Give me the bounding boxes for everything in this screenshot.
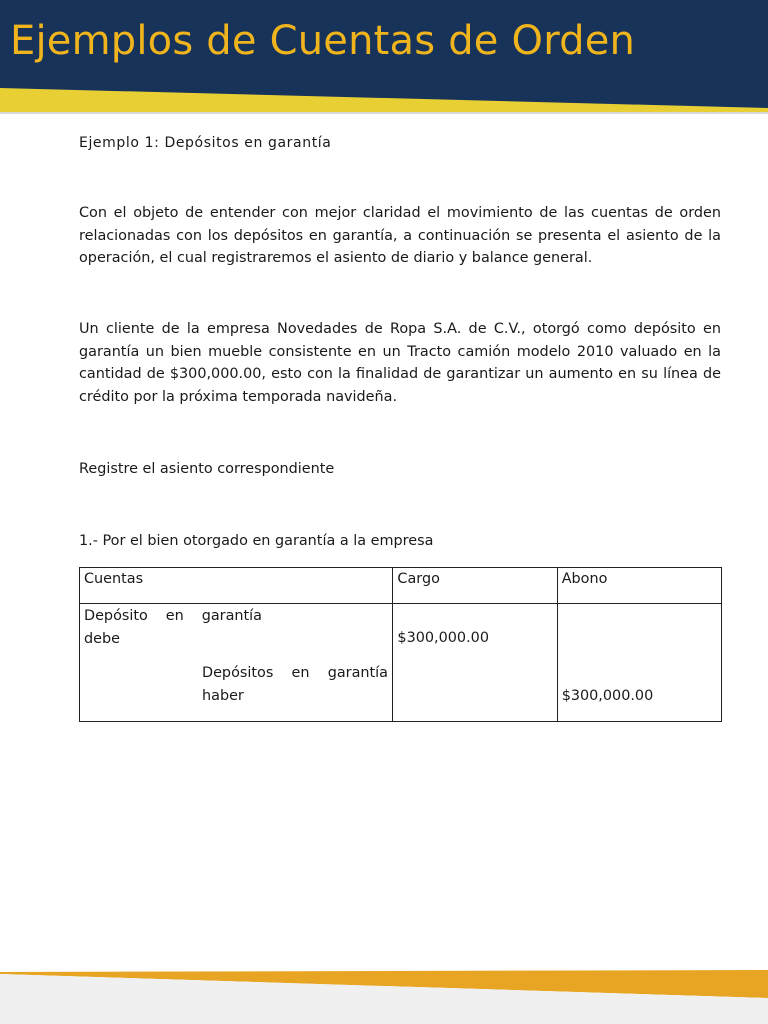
slide-title: Ejemplos de Cuentas de Orden [10, 18, 636, 64]
header-cuentas: Cuentas [80, 568, 393, 604]
cargo-cell [393, 604, 557, 722]
table-row [80, 604, 722, 722]
debit-account [84, 605, 262, 650]
credit-account-line2: haber [202, 687, 244, 704]
instruction-text: Registre el asiento correspondiente [79, 461, 335, 477]
case-paragraph: Un cliente de la empresa Novedades de Ropa S.A. de C.V., otorgó como depósito en garantía un bien mueble consistente en un Tracto camión modelo 2010 valuado en la cantidad de $300,000.00, esto con la finalidad de garantizar un aumento en su línea de crédito por la próxima temporada navideña. [79, 321, 721, 405]
header-cargo: Cargo [393, 568, 557, 604]
table-header-row [80, 568, 722, 604]
header-abono: Abono [557, 568, 721, 604]
debit-account-line2: debe [84, 630, 120, 647]
footer-background [0, 960, 768, 1024]
footer-band [0, 960, 768, 1024]
debit-account-line1: Depósito en garantía [84, 608, 262, 624]
credit-account [202, 662, 388, 707]
example-subtitle: Ejemplo 1: Depósitos en garantía [79, 135, 332, 151]
intro-paragraph: Con el objeto de entender con mejor claridad el movimiento de las cuentas de orden relacionadas con los depósitos en garantía, a continuación se presenta el asiento de la operación, el cual registraremos el asiento de diario y balance general. [79, 205, 721, 266]
journal-entry-table [79, 567, 722, 722]
title-banner [0, 0, 768, 118]
banner-shadow-line [0, 112, 768, 114]
credit-account-line1: Depósitos en garantía [202, 665, 388, 681]
accounts-cell [80, 604, 393, 722]
slide-content [79, 132, 721, 549]
abono-amount: $300,000.00 [561, 688, 654, 704]
abono-cell [557, 604, 721, 722]
entry-caption: 1.- Por el bien otorgado en garantía a la empresa [79, 533, 434, 549]
cargo-amount: $300,000.00 [397, 630, 489, 646]
